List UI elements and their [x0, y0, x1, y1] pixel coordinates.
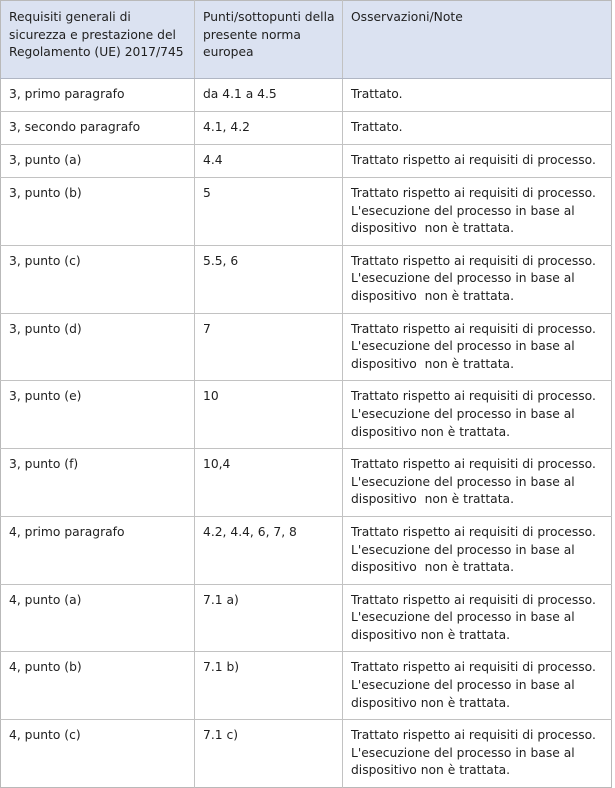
cell-requisito: 3, punto (c) — [1, 245, 195, 313]
cell-requisito: 3, punto (f) — [1, 449, 195, 517]
table-row — [1, 112, 612, 145]
cell-requisito: 3, primo paragrafo — [1, 79, 195, 112]
cell-requisito: 3, punto (d) — [1, 313, 195, 381]
cell-note: Trattato rispetto ai requisiti di processo. L'esecuzione del processo in base al dispositivo non è trattata. — [343, 178, 612, 246]
table-row — [1, 145, 612, 178]
cell-note: Trattato rispetto ai requisiti di processo. L'esecuzione del processo in base al dispositivo non è trattata. — [343, 449, 612, 517]
cell-requisito: 3, secondo paragrafo — [1, 112, 195, 145]
cell-punti: 4.2, 4.4, 6, 7, 8 — [195, 516, 343, 584]
table-row — [1, 720, 612, 788]
table-row — [1, 313, 612, 381]
cell-requisito: 4, punto (c) — [1, 720, 195, 788]
table-row — [1, 584, 612, 652]
column-header-punti: Punti/sottopunti della presente norma europea — [195, 1, 343, 79]
table-row — [1, 652, 612, 720]
cell-punti: da 4.1 a 4.5 — [195, 79, 343, 112]
cell-requisito: 3, punto (a) — [1, 145, 195, 178]
cell-punti: 5 — [195, 178, 343, 246]
table-header-row — [1, 1, 612, 79]
cell-note: Trattato. — [343, 79, 612, 112]
cell-requisito: 3, punto (e) — [1, 381, 195, 449]
cell-note: Trattato rispetto ai requisiti di processo. L'esecuzione del processo in base al dispositivo non è trattata. — [343, 381, 612, 449]
cell-punti: 7 — [195, 313, 343, 381]
cell-note: Trattato. — [343, 112, 612, 145]
table-row — [1, 449, 612, 517]
column-header-requisito: Requisiti generali di sicurezza e prestazione del Regolamento (UE) 2017/745 — [1, 1, 195, 79]
cell-note: Trattato rispetto ai requisiti di processo. L'esecuzione del processo in base al dispositivo non è trattata. — [343, 652, 612, 720]
cell-requisito: 4, punto (b) — [1, 652, 195, 720]
cell-punti: 4.4 — [195, 145, 343, 178]
cell-note: Trattato rispetto ai requisiti di processo. — [343, 145, 612, 178]
cell-note: Trattato rispetto ai requisiti di processo. L'esecuzione del processo in base al dispositivo non è trattata. — [343, 245, 612, 313]
cell-punti: 4.1, 4.2 — [195, 112, 343, 145]
cell-punti: 10 — [195, 381, 343, 449]
cell-punti: 7.1 c) — [195, 720, 343, 788]
table-body — [1, 79, 612, 788]
cell-note: Trattato rispetto ai requisiti di processo. L'esecuzione del processo in base al dispositivo non è trattata. — [343, 584, 612, 652]
cell-requisito: 4, punto (a) — [1, 584, 195, 652]
cell-note: Trattato rispetto ai requisiti di processo. L'esecuzione del processo in base al dispositivo non è trattata. — [343, 516, 612, 584]
cell-note: Trattato rispetto ai requisiti di processo. L'esecuzione del processo in base al dispositivo non è trattata. — [343, 313, 612, 381]
table-row — [1, 381, 612, 449]
table-header — [1, 1, 612, 79]
cell-requisito: 4, primo paragrafo — [1, 516, 195, 584]
column-header-note: Osservazioni/Note — [343, 1, 612, 79]
cell-punti: 10,4 — [195, 449, 343, 517]
cell-punti: 7.1 a) — [195, 584, 343, 652]
cell-requisito: 3, punto (b) — [1, 178, 195, 246]
cell-note: Trattato rispetto ai requisiti di processo. L'esecuzione del processo in base al dispositivo non è trattata. — [351, 728, 600, 778]
cell-punti: 7.1 b) — [195, 652, 343, 720]
cell-punti: 5.5, 6 — [195, 245, 343, 313]
table-row — [1, 79, 612, 112]
table-row — [1, 245, 612, 313]
table-row — [1, 178, 612, 246]
table-row — [1, 516, 612, 584]
